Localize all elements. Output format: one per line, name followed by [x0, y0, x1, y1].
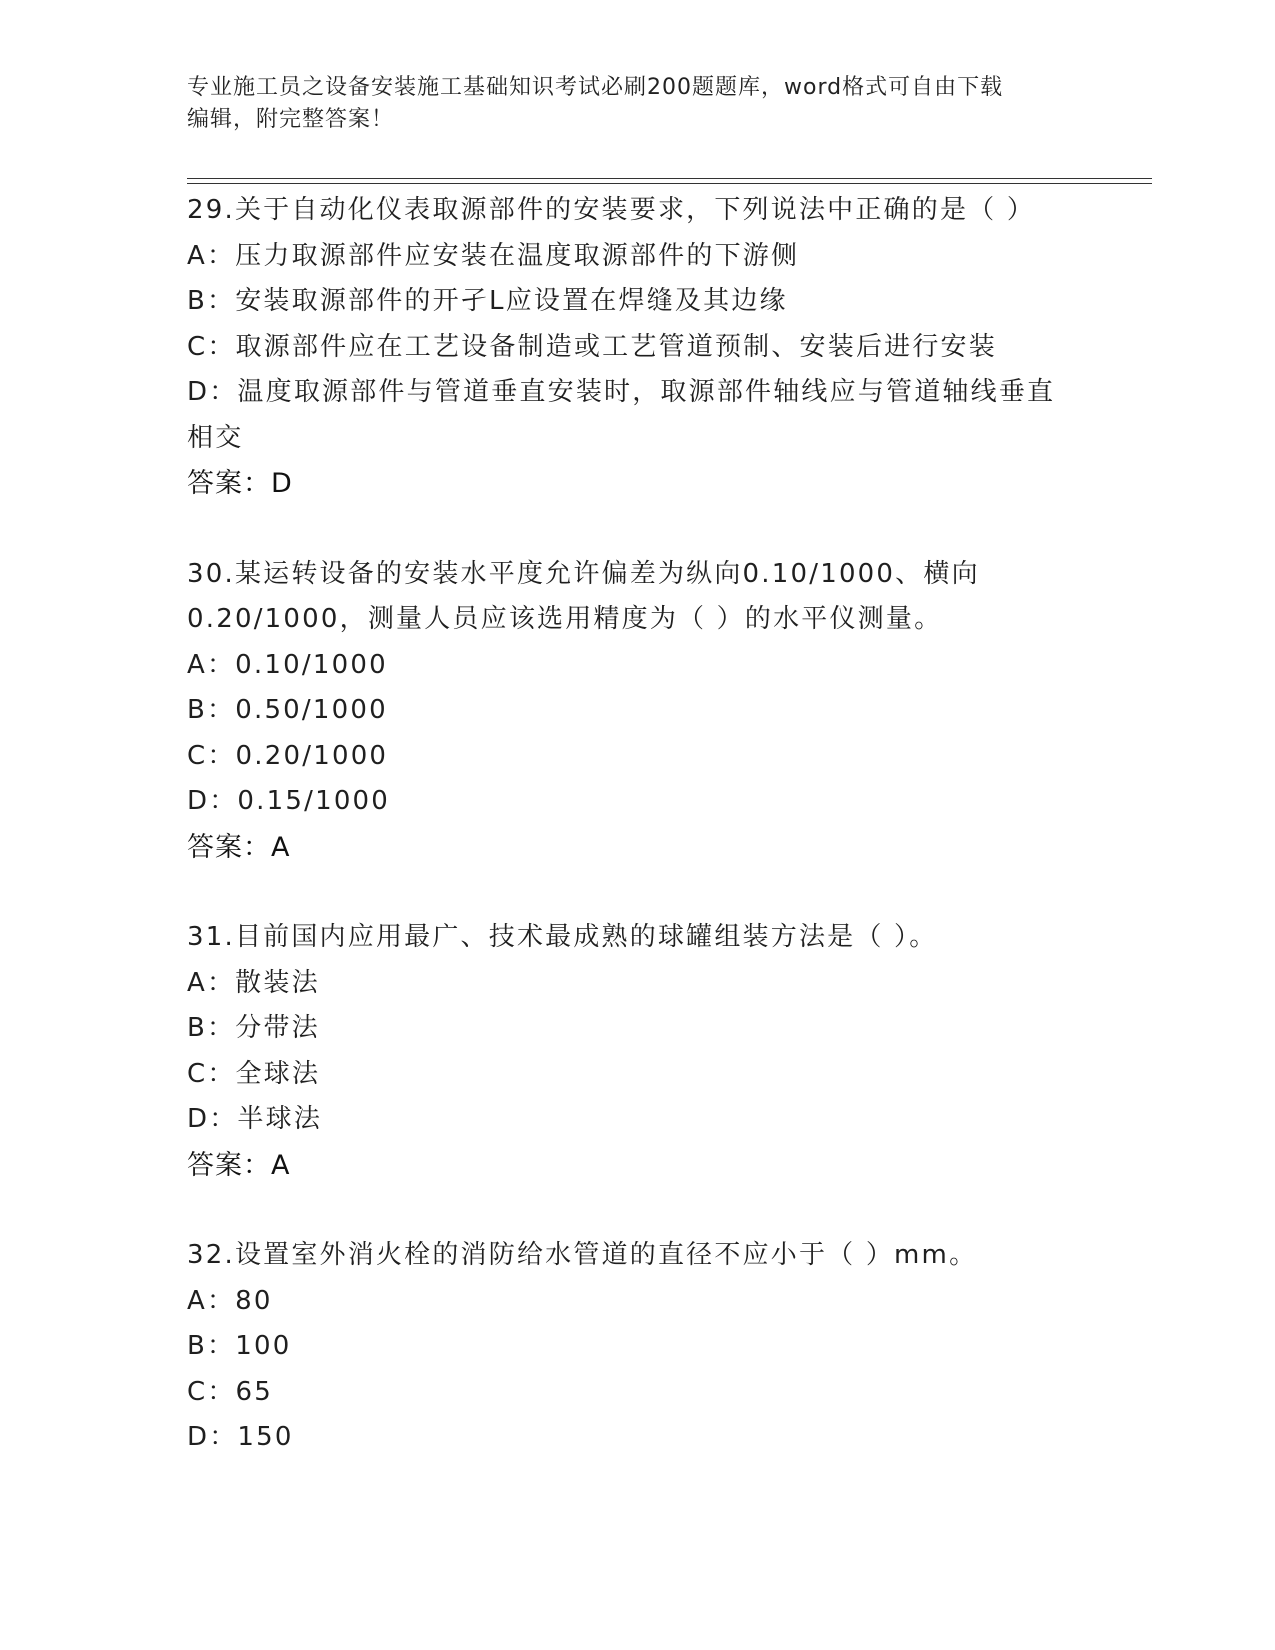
option-a: A：压力取源部件应安装在温度取源部件的下游侧: [187, 240, 800, 271]
option-d: D：150: [187, 1422, 294, 1452]
option-b: B：分带法: [187, 1013, 320, 1043]
option-b: B：100: [187, 1331, 292, 1361]
answer-line: 答案：A: [187, 831, 291, 863]
question-block: [187, 1233, 1117, 1461]
option-c: C：65: [187, 1376, 274, 1407]
answer-line: 答案：A: [187, 1149, 291, 1181]
option-c: C：全球法: [187, 1058, 321, 1089]
header-line-1: 专业施工员之设备安装施工基础知识考试必刷200题题库，word格式可自由下载: [187, 75, 1004, 100]
option-d: D：温度取源部件与管道垂直安装时，取源部件轴线应与管道轴线垂直: [187, 377, 1056, 407]
option-d: D：0.15/1000: [187, 786, 391, 816]
question-stem: 32.设置室外消火栓的消防给水管道的直径不应小于（ ）mm。: [187, 1240, 978, 1270]
question-stem: 0.20/1000，测量人员应该选用精度为（ ）的水平仪测量。: [187, 604, 943, 634]
document-header: [187, 72, 1067, 136]
answer-line: 答案：D: [187, 468, 293, 499]
header-divider-top: [187, 178, 1152, 179]
option-a: A：80: [187, 1285, 273, 1316]
question-list: [187, 188, 1117, 1461]
question-stem: 30.某运转设备的安装水平度允许偏差为纵向0.10/1000、横向: [187, 558, 980, 589]
question-block: [187, 915, 1117, 1188]
option-c: C：取源部件应在工艺设备制造或工艺管道预制、安装后进行安装: [187, 331, 997, 362]
option-b: B：安装取源部件的开孑L应设置在焊缝及其边缘: [187, 286, 788, 316]
option-b: B：0.50/1000: [187, 695, 388, 725]
option-d: 相交: [187, 422, 244, 453]
option-d: D：半球法: [187, 1104, 323, 1134]
header-line-2: 编辑，附完整答案！: [187, 107, 395, 132]
question-stem: 29.关于自动化仪表取源部件的安装要求，下列说法中正确的是（ ）: [187, 195, 1036, 225]
question-block: [187, 188, 1117, 507]
header-divider-bottom: [187, 183, 1152, 184]
question-block: [187, 552, 1117, 871]
question-stem: 31.目前国内应用最广、技术最成熟的球罐组装方法是（ ）。: [187, 922, 938, 952]
option-c: C：0.20/1000: [187, 740, 389, 771]
option-a: A：散装法: [187, 967, 320, 998]
option-a: A：0.10/1000: [187, 649, 388, 680]
